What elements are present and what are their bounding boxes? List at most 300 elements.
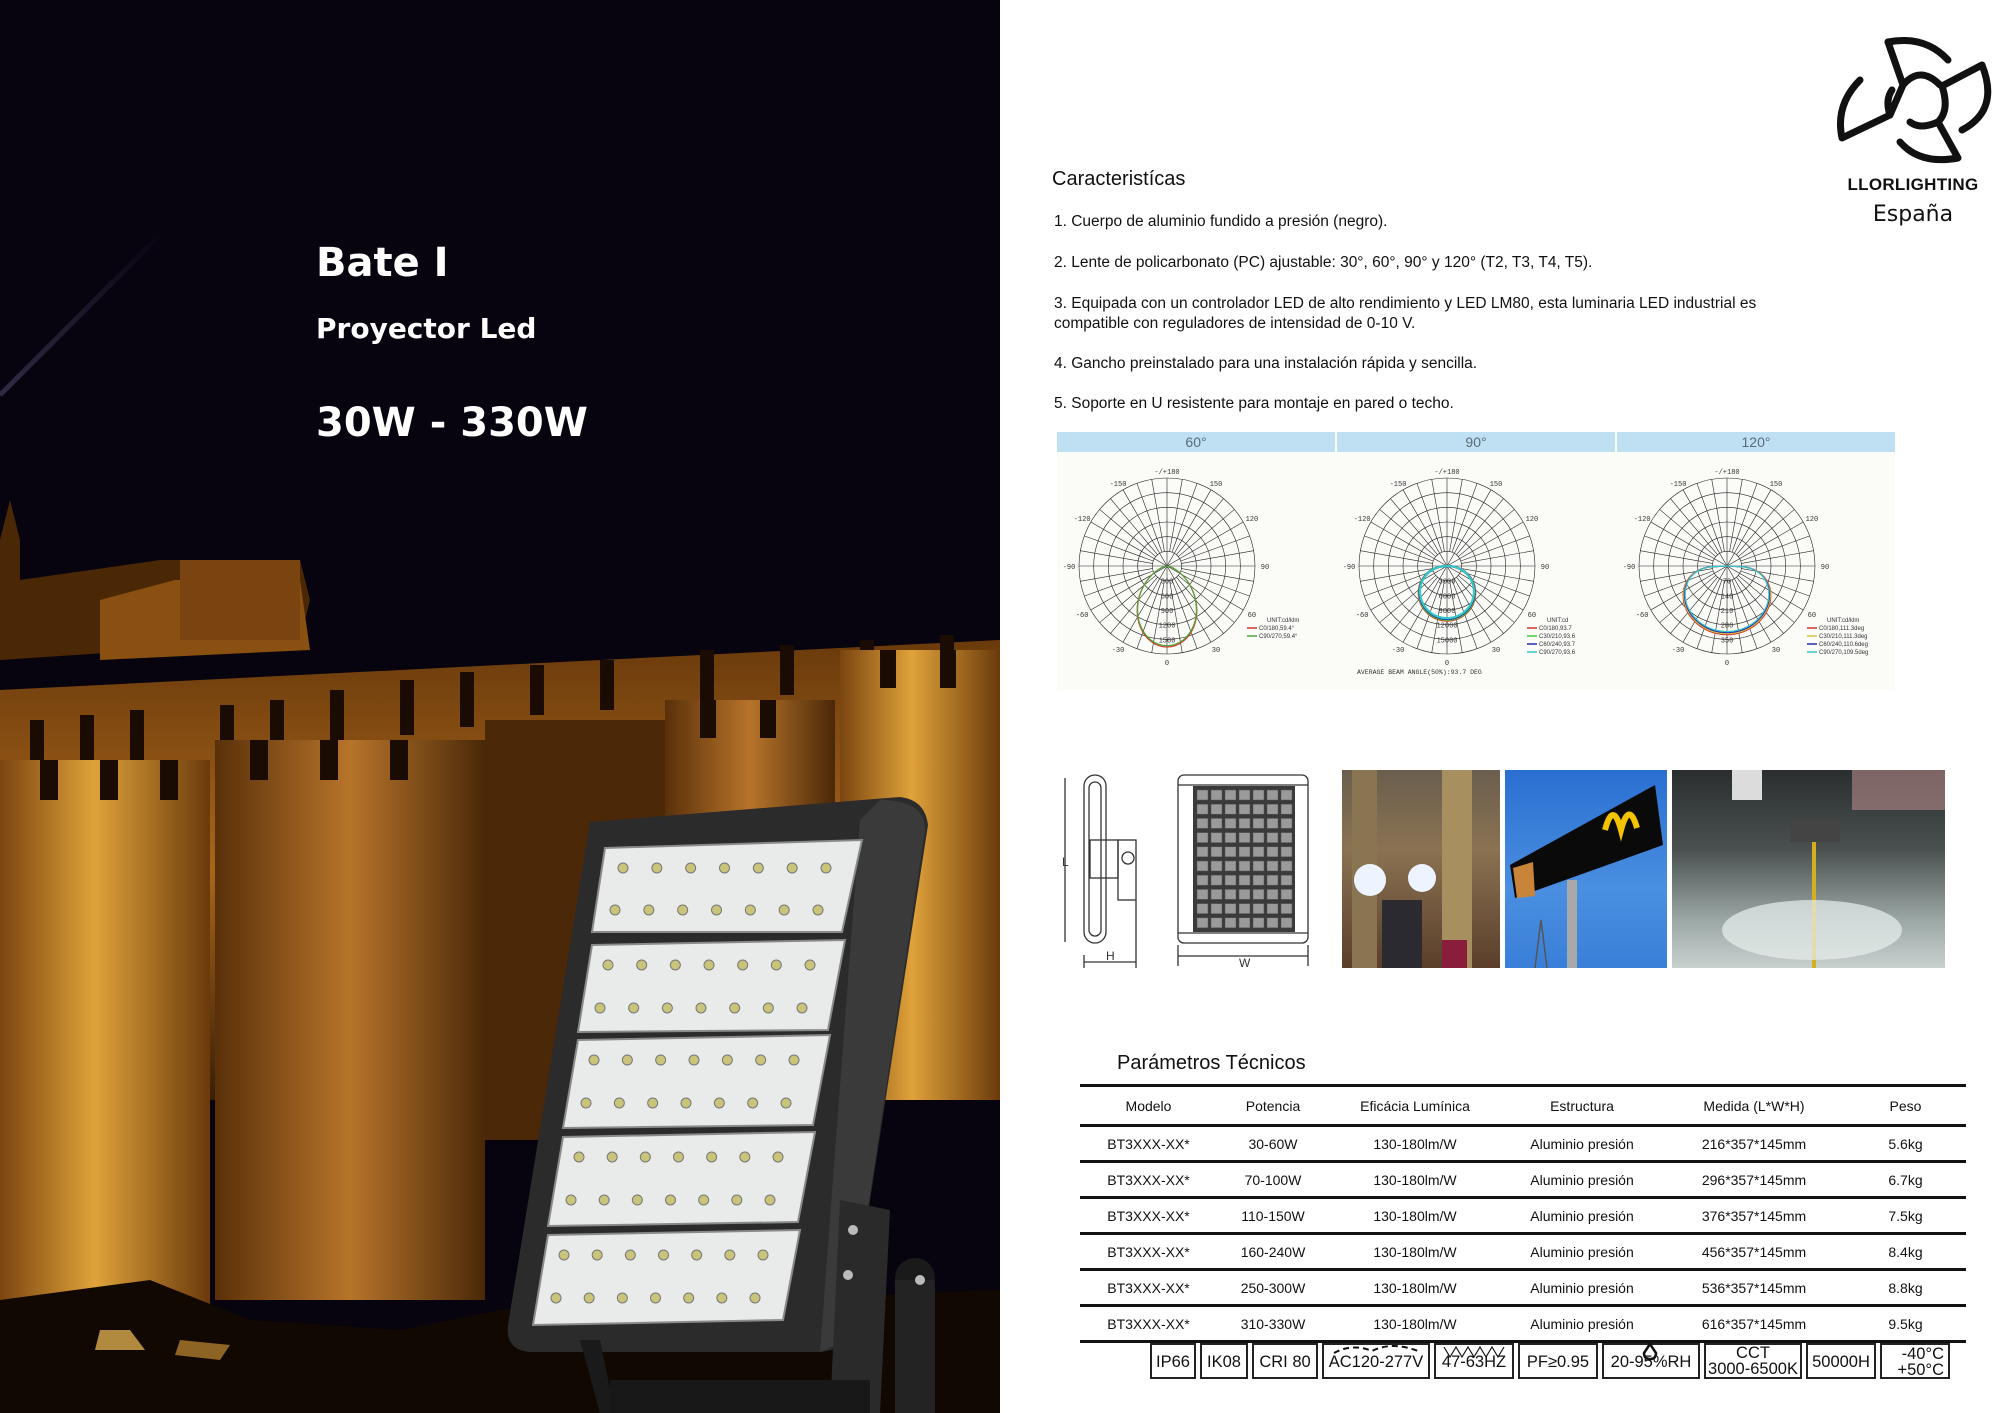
led-chip bbox=[740, 1152, 750, 1162]
led-cell bbox=[1267, 818, 1278, 828]
led-chip bbox=[781, 1098, 791, 1108]
table-header-row bbox=[1080, 1086, 1966, 1126]
table-cell: 130-180lm/W bbox=[1329, 1126, 1501, 1162]
table-cell: 250-300W bbox=[1217, 1270, 1329, 1306]
led-cell bbox=[1253, 904, 1264, 914]
led-cell bbox=[1197, 804, 1208, 814]
led-chip bbox=[551, 1293, 561, 1303]
table-cell: 5.6kg bbox=[1845, 1126, 1966, 1162]
product-name: Bate I bbox=[316, 240, 449, 286]
led-cell bbox=[1211, 875, 1222, 885]
led-chip bbox=[644, 905, 654, 915]
led-cell bbox=[1267, 804, 1278, 814]
feature-item: 1. Cuerpo de aluminio fundido a presión (negro). bbox=[1054, 213, 1388, 230]
led-chip bbox=[813, 905, 823, 915]
led-cell bbox=[1239, 833, 1250, 843]
polar-angle-label: -150 bbox=[1669, 480, 1687, 489]
led-chip bbox=[787, 863, 797, 873]
led-cell bbox=[1281, 833, 1292, 843]
led-cell bbox=[1197, 833, 1208, 843]
polar-legend-entry: C90/270,109.5deg bbox=[1819, 650, 1869, 656]
badge-cri: CRI 80 bbox=[1252, 1343, 1318, 1379]
led-cell bbox=[1253, 818, 1264, 828]
polar-angle-label: 30 bbox=[1211, 647, 1221, 656]
badge-voltage bbox=[1322, 1343, 1430, 1379]
polar-header-60: 60° bbox=[1057, 432, 1335, 452]
led-chip bbox=[603, 960, 613, 970]
led-cell bbox=[1225, 847, 1236, 857]
led-chip bbox=[763, 1003, 773, 1013]
led-cell bbox=[1197, 918, 1208, 928]
led-chip bbox=[717, 1293, 727, 1303]
led-chip bbox=[589, 1055, 599, 1065]
badge-humidity-text: 20-95%RH bbox=[1610, 1353, 1692, 1371]
power-range: 30W - 330W bbox=[316, 400, 588, 446]
badge-cct-value: 3000-6500K bbox=[1708, 1360, 1798, 1378]
feature-item: 2. Lente de policarbonato (PC) ajustable: 30°, 60°, 90° y 120° (T2, T3, T4, T5). bbox=[1054, 254, 1593, 271]
led-cell bbox=[1253, 918, 1264, 928]
table-cell: BT3XXX-XX* bbox=[1080, 1306, 1217, 1342]
led-cell bbox=[1197, 889, 1208, 899]
led-cell bbox=[1225, 790, 1236, 800]
led-cell bbox=[1267, 904, 1278, 914]
led-cell bbox=[1197, 904, 1208, 914]
polar-radial-label: 140 bbox=[1720, 593, 1734, 602]
polar-angle-label: 30 bbox=[1491, 647, 1501, 656]
polar-radial-label: 12000 bbox=[1436, 622, 1458, 631]
polar-legend-entry: C90/270,59.4° bbox=[1259, 634, 1298, 640]
pinwheel-logo-icon bbox=[1830, 30, 1996, 170]
led-cell bbox=[1267, 790, 1278, 800]
polar-angle-label: -120 bbox=[1073, 516, 1091, 524]
polar-radial-label: 70 bbox=[1722, 578, 1732, 587]
badge-ik: IK08 bbox=[1200, 1343, 1248, 1379]
brand-region: España bbox=[1872, 202, 1954, 227]
led-cell bbox=[1253, 847, 1264, 857]
led-cell bbox=[1225, 818, 1236, 828]
led-cell bbox=[1225, 904, 1236, 914]
polar-angle-label: -90 bbox=[1342, 564, 1356, 572]
polar-radial-label: 15000 bbox=[1436, 637, 1458, 646]
led-cell bbox=[1211, 790, 1222, 800]
led-chip bbox=[720, 863, 730, 873]
led-chip bbox=[738, 960, 748, 970]
led-chip bbox=[704, 960, 714, 970]
table-cell: 130-180lm/W bbox=[1329, 1198, 1501, 1234]
led-chip bbox=[617, 1293, 627, 1303]
led-cell bbox=[1225, 804, 1236, 814]
polar-angle-label: -60 bbox=[1635, 612, 1649, 620]
table-cell: Aluminio presión bbox=[1501, 1306, 1663, 1342]
polar-angle-label: 150 bbox=[1209, 480, 1223, 489]
polar-angle-label: 150 bbox=[1489, 480, 1503, 489]
led-cell bbox=[1281, 804, 1292, 814]
polar-angle-label: 120 bbox=[1525, 516, 1539, 524]
led-chip bbox=[584, 1293, 594, 1303]
table-cell: 376*357*145mm bbox=[1663, 1198, 1845, 1234]
led-chip bbox=[745, 905, 755, 915]
badge-temperature bbox=[1880, 1343, 1950, 1379]
badge-ip: IP66 bbox=[1150, 1343, 1196, 1379]
polar-angle-label: 0 bbox=[1444, 660, 1450, 668]
polar-angle-label: -120 bbox=[1353, 516, 1371, 524]
led-cell bbox=[1239, 889, 1250, 899]
polar-radial-label: 9000 bbox=[1438, 608, 1456, 616]
led-cell bbox=[1253, 804, 1264, 814]
led-cell bbox=[1239, 847, 1250, 857]
led-chip bbox=[659, 1250, 669, 1260]
led-chip bbox=[756, 1055, 766, 1065]
polar-radial-label: 300 bbox=[1160, 578, 1174, 587]
led-cell bbox=[1239, 818, 1250, 828]
table-cell: 8.8kg bbox=[1845, 1270, 1966, 1306]
polar-angle-label: 60 bbox=[1247, 612, 1257, 620]
led-chip bbox=[632, 1195, 642, 1205]
dimension-label-w: W bbox=[1239, 956, 1251, 970]
led-chip bbox=[707, 1152, 717, 1162]
led-chip bbox=[681, 1098, 691, 1108]
table-cell: 130-180lm/W bbox=[1329, 1270, 1501, 1306]
polar-top-label: -/+180 bbox=[1714, 469, 1740, 477]
table-cell: 130-180lm/W bbox=[1329, 1234, 1501, 1270]
polar-angle-label: 30 bbox=[1771, 647, 1781, 656]
led-cell bbox=[1211, 889, 1222, 899]
led-cell bbox=[1253, 790, 1264, 800]
badge-humidity bbox=[1602, 1343, 1700, 1379]
led-cell bbox=[1253, 861, 1264, 871]
polar-angle-label: -60 bbox=[1355, 612, 1369, 620]
water-drop-icon bbox=[1642, 1343, 1658, 1361]
polar-angle-label: 150 bbox=[1769, 480, 1783, 489]
polar-angle-label: -150 bbox=[1389, 480, 1407, 489]
led-chip bbox=[712, 905, 722, 915]
led-chip bbox=[797, 1003, 807, 1013]
led-chip bbox=[779, 905, 789, 915]
table-row bbox=[1080, 1126, 1966, 1162]
led-chip bbox=[574, 1152, 584, 1162]
frequency-wave-icon bbox=[1442, 1345, 1510, 1359]
led-cell bbox=[1267, 875, 1278, 885]
led-cell bbox=[1239, 804, 1250, 814]
polar-radial-label: 350 bbox=[1720, 637, 1734, 646]
table-cell: BT3XXX-XX* bbox=[1080, 1270, 1217, 1306]
polar-legend-entry: C90/270,93.6 bbox=[1539, 650, 1576, 656]
product-type: Proyector Led bbox=[316, 312, 537, 345]
led-cell bbox=[1267, 861, 1278, 871]
badge-power-factor: PF≥0.95 bbox=[1518, 1343, 1598, 1379]
led-chip bbox=[686, 863, 696, 873]
led-chip bbox=[732, 1195, 742, 1205]
led-cell bbox=[1211, 847, 1222, 857]
led-cell bbox=[1211, 804, 1222, 814]
led-chip bbox=[614, 1098, 624, 1108]
table-row bbox=[1080, 1234, 1966, 1270]
feature-item: 4. Gancho preinstalado para una instalación rápida y sencilla. bbox=[1054, 355, 1478, 372]
led-cell bbox=[1239, 904, 1250, 914]
badge-cct bbox=[1704, 1343, 1802, 1379]
led-cell bbox=[1281, 818, 1292, 828]
polar-angle-label: -30 bbox=[1391, 647, 1405, 656]
warehouse-lighting-photo bbox=[1342, 770, 1500, 968]
led-chip bbox=[748, 1098, 758, 1108]
led-chip bbox=[666, 1195, 676, 1205]
photometric-diagrams bbox=[1057, 432, 1895, 690]
led-chip bbox=[640, 1152, 650, 1162]
led-chip bbox=[758, 1250, 768, 1260]
led-chip bbox=[725, 1250, 735, 1260]
polar-angle-label: -90 bbox=[1062, 564, 1076, 572]
spec-table bbox=[1080, 1084, 1966, 1343]
polar-legend-entry: UNIT:cd bbox=[1547, 618, 1569, 624]
polar-legend-entry: UNIT:cd/klm bbox=[1267, 618, 1300, 624]
led-cell bbox=[1225, 861, 1236, 871]
polar-legend-entry: UNIT:cd/klm bbox=[1827, 618, 1860, 624]
led-cell bbox=[1267, 847, 1278, 857]
led-chip bbox=[662, 1003, 672, 1013]
badge-temp-high: +50°C bbox=[1897, 1361, 1944, 1379]
table-cell: 130-180lm/W bbox=[1329, 1162, 1501, 1198]
led-cell bbox=[1281, 918, 1292, 928]
brand-logo bbox=[1828, 30, 1998, 240]
polar-radial-label: 900 bbox=[1160, 608, 1174, 616]
led-cell bbox=[1267, 918, 1278, 928]
polar-legend-entry: C60/240,93.7 bbox=[1539, 642, 1576, 648]
polar-angle-label: -30 bbox=[1671, 647, 1685, 656]
polar-top-label: -/+180 bbox=[1434, 469, 1460, 477]
led-cell bbox=[1281, 861, 1292, 871]
polar-top-label: -/+180 bbox=[1154, 469, 1180, 477]
led-chip bbox=[692, 1250, 702, 1260]
led-cell bbox=[1211, 918, 1222, 928]
polar-legend-entry: C0/180,59.4° bbox=[1259, 626, 1295, 632]
table-cell: Aluminio presión bbox=[1501, 1126, 1663, 1162]
led-chip bbox=[696, 1003, 706, 1013]
dimension-label-l: L bbox=[1062, 855, 1069, 869]
polar-radial-label: 210 bbox=[1720, 608, 1734, 616]
table-cell: BT3XXX-XX* bbox=[1080, 1126, 1217, 1162]
polar-chart-90 bbox=[1337, 454, 1615, 690]
led-chip bbox=[637, 960, 647, 970]
table-row bbox=[1080, 1198, 1966, 1234]
table-cell: 296*357*145mm bbox=[1663, 1162, 1845, 1198]
polar-angle-label: 90 bbox=[1540, 564, 1550, 572]
led-chip bbox=[805, 960, 815, 970]
led-cell bbox=[1281, 875, 1292, 885]
polar-angle-label: -150 bbox=[1109, 480, 1127, 489]
feature-item: 5. Soporte en U resistente para montaje en pared o techo. bbox=[1054, 395, 1454, 412]
polar-angle-label: 90 bbox=[1820, 564, 1830, 572]
voltage-wave-icon bbox=[1332, 1345, 1422, 1357]
led-chip bbox=[821, 863, 831, 873]
polar-header-90: 90° bbox=[1337, 432, 1615, 452]
column-header: Eficácia Lumínica bbox=[1329, 1086, 1501, 1126]
led-chip bbox=[622, 1055, 632, 1065]
led-cell bbox=[1239, 790, 1250, 800]
led-chip bbox=[714, 1098, 724, 1108]
led-chip bbox=[771, 960, 781, 970]
feature-item: 3. Equipada con un controlador LED de alto rendimiento y LED LM80, esta luminaria LED industrial es compatible con reguladores de intensidad de 0-10 V. bbox=[1054, 295, 1757, 332]
led-cell bbox=[1197, 847, 1208, 857]
table-cell: 8.4kg bbox=[1845, 1234, 1966, 1270]
led-chip bbox=[656, 1055, 666, 1065]
led-chip bbox=[730, 1003, 740, 1013]
led-chip bbox=[670, 960, 680, 970]
led-cell bbox=[1281, 889, 1292, 899]
led-cell bbox=[1225, 918, 1236, 928]
table-row bbox=[1080, 1162, 1966, 1198]
led-chip bbox=[651, 1293, 661, 1303]
led-cell bbox=[1225, 833, 1236, 843]
table-cell: 110-150W bbox=[1217, 1198, 1329, 1234]
led-chip bbox=[678, 905, 688, 915]
table-row bbox=[1080, 1270, 1966, 1306]
polar-angle-label: 60 bbox=[1527, 612, 1537, 620]
polar-radial-label: 1200 bbox=[1158, 622, 1176, 631]
polar-legend-entry: C0/180,93.7 bbox=[1539, 626, 1572, 632]
table-cell: BT3XXX-XX* bbox=[1080, 1234, 1217, 1270]
table-cell: Aluminio presión bbox=[1501, 1162, 1663, 1198]
table-cell: Aluminio presión bbox=[1501, 1270, 1663, 1306]
polar-radial-label: 280 bbox=[1720, 622, 1734, 631]
table-cell: 536*357*145mm bbox=[1663, 1270, 1845, 1306]
led-cell bbox=[1281, 904, 1292, 914]
column-header: Modelo bbox=[1080, 1086, 1217, 1126]
led-chip bbox=[689, 1055, 699, 1065]
table-cell: Aluminio presión bbox=[1501, 1234, 1663, 1270]
led-cell bbox=[1281, 790, 1292, 800]
led-cell bbox=[1239, 918, 1250, 928]
table-cell: 130-180lm/W bbox=[1329, 1306, 1501, 1342]
polar-angle-label: 0 bbox=[1164, 660, 1170, 668]
polar-angle-label: 120 bbox=[1805, 516, 1819, 524]
table-cell: 7.5kg bbox=[1845, 1198, 1966, 1234]
table-cell: 30-60W bbox=[1217, 1126, 1329, 1162]
led-chip bbox=[674, 1152, 684, 1162]
polar-angle-label: 90 bbox=[1260, 564, 1270, 572]
polar-angle-label: 60 bbox=[1807, 612, 1817, 620]
led-chip bbox=[789, 1055, 799, 1065]
table-cell: 216*357*145mm bbox=[1663, 1126, 1845, 1162]
badge-lifetime: 50000H bbox=[1806, 1343, 1876, 1379]
polar-legend-entry: C30/210,93.6 bbox=[1539, 634, 1576, 640]
led-cell bbox=[1197, 861, 1208, 871]
badge-voltage-text: AC120-277V bbox=[1328, 1353, 1424, 1371]
polar-angle-label: 0 bbox=[1724, 660, 1730, 668]
polar-radial-label: 6000 bbox=[1438, 593, 1456, 602]
led-chip bbox=[765, 1195, 775, 1205]
table-row bbox=[1080, 1306, 1966, 1342]
application-photos bbox=[1342, 770, 1945, 968]
polar-chart-120 bbox=[1617, 454, 1895, 690]
badge-frequency bbox=[1434, 1343, 1514, 1379]
polar-footer: AVERAGE BEAM ANGLE(50%):93.7 DEG bbox=[1357, 669, 1482, 676]
brand-name: LLORLIGHTING bbox=[1847, 175, 1979, 194]
badge-temp-low: -40°C bbox=[1901, 1345, 1944, 1363]
led-cell bbox=[1253, 889, 1264, 899]
table-cell: BT3XXX-XX* bbox=[1080, 1162, 1217, 1198]
polar-legend-entry: C0/180,111.3deg bbox=[1819, 626, 1865, 632]
polar-angle-label: -30 bbox=[1111, 647, 1125, 656]
sports-court-lighting-photo bbox=[1672, 770, 1945, 968]
polar-angle-label: 120 bbox=[1245, 516, 1259, 524]
column-header: Medida (L*W*H) bbox=[1663, 1086, 1845, 1126]
polar-angle-label: -60 bbox=[1075, 612, 1089, 620]
led-cell bbox=[1197, 790, 1208, 800]
polar-radial-label: 1500 bbox=[1158, 637, 1176, 646]
table-cell: 70-100W bbox=[1217, 1162, 1329, 1198]
table-cell: 9.5kg bbox=[1845, 1306, 1966, 1342]
dimension-drawings bbox=[1060, 770, 1340, 985]
badge-cct-label: CCT bbox=[1736, 1344, 1770, 1362]
led-chip bbox=[581, 1098, 591, 1108]
polar-radial-label: 3000 bbox=[1438, 578, 1456, 587]
led-cell bbox=[1197, 818, 1208, 828]
led-cell bbox=[1211, 861, 1222, 871]
polar-header-120: 120° bbox=[1617, 432, 1895, 452]
dimension-drawing-svg bbox=[1060, 770, 1340, 980]
table-cell: 6.7kg bbox=[1845, 1162, 1966, 1198]
column-header: Potencia bbox=[1217, 1086, 1329, 1126]
params-title: Parámetros Técnicos bbox=[1117, 1052, 1306, 1074]
polar-chart-60 bbox=[1057, 454, 1335, 690]
led-chip bbox=[599, 1195, 609, 1205]
led-cell bbox=[1197, 875, 1208, 885]
billboard-lighting-photo bbox=[1505, 770, 1667, 968]
led-cell bbox=[1281, 847, 1292, 857]
column-header: Peso bbox=[1845, 1086, 1966, 1126]
led-cell bbox=[1267, 889, 1278, 899]
led-chip bbox=[773, 1152, 783, 1162]
led-chip bbox=[750, 1293, 760, 1303]
led-chip bbox=[559, 1250, 569, 1260]
badge-frequency-text: 47-63HZ bbox=[1441, 1353, 1507, 1371]
led-cell bbox=[1239, 861, 1250, 871]
led-chip bbox=[629, 1003, 639, 1013]
led-cell bbox=[1253, 833, 1264, 843]
led-chip bbox=[625, 1250, 635, 1260]
polar-legend-entry: C30/210,111.3deg bbox=[1819, 634, 1868, 640]
polar-angle-label: -120 bbox=[1633, 516, 1651, 524]
led-chip bbox=[648, 1098, 658, 1108]
table-cell: Aluminio presión bbox=[1501, 1198, 1663, 1234]
led-cell bbox=[1239, 875, 1250, 885]
table-cell: 616*357*145mm bbox=[1663, 1306, 1845, 1342]
led-cell bbox=[1211, 818, 1222, 828]
led-cell bbox=[1211, 904, 1222, 914]
led-chip bbox=[618, 863, 628, 873]
led-chip bbox=[566, 1195, 576, 1205]
dimension-label-h: H bbox=[1106, 949, 1115, 963]
features-title: Caracteristícas bbox=[1052, 168, 1186, 190]
table-cell: 310-330W bbox=[1217, 1306, 1329, 1342]
table-cell: BT3XXX-XX* bbox=[1080, 1198, 1217, 1234]
polar-radial-label: 600 bbox=[1160, 593, 1174, 602]
led-chip bbox=[699, 1195, 709, 1205]
led-chip bbox=[610, 905, 620, 915]
led-cell bbox=[1267, 833, 1278, 843]
led-cell bbox=[1225, 889, 1236, 899]
led-chip bbox=[722, 1055, 732, 1065]
column-header: Estructura bbox=[1501, 1086, 1663, 1126]
table-cell: 160-240W bbox=[1217, 1234, 1329, 1270]
led-cell bbox=[1253, 875, 1264, 885]
polar-legend-entry: C60/240,110.6deg bbox=[1819, 642, 1868, 648]
led-chip bbox=[592, 1250, 602, 1260]
led-chip bbox=[595, 1003, 605, 1013]
led-chip bbox=[753, 863, 763, 873]
table-cell: 456*357*145mm bbox=[1663, 1234, 1845, 1270]
led-chip bbox=[684, 1293, 694, 1303]
